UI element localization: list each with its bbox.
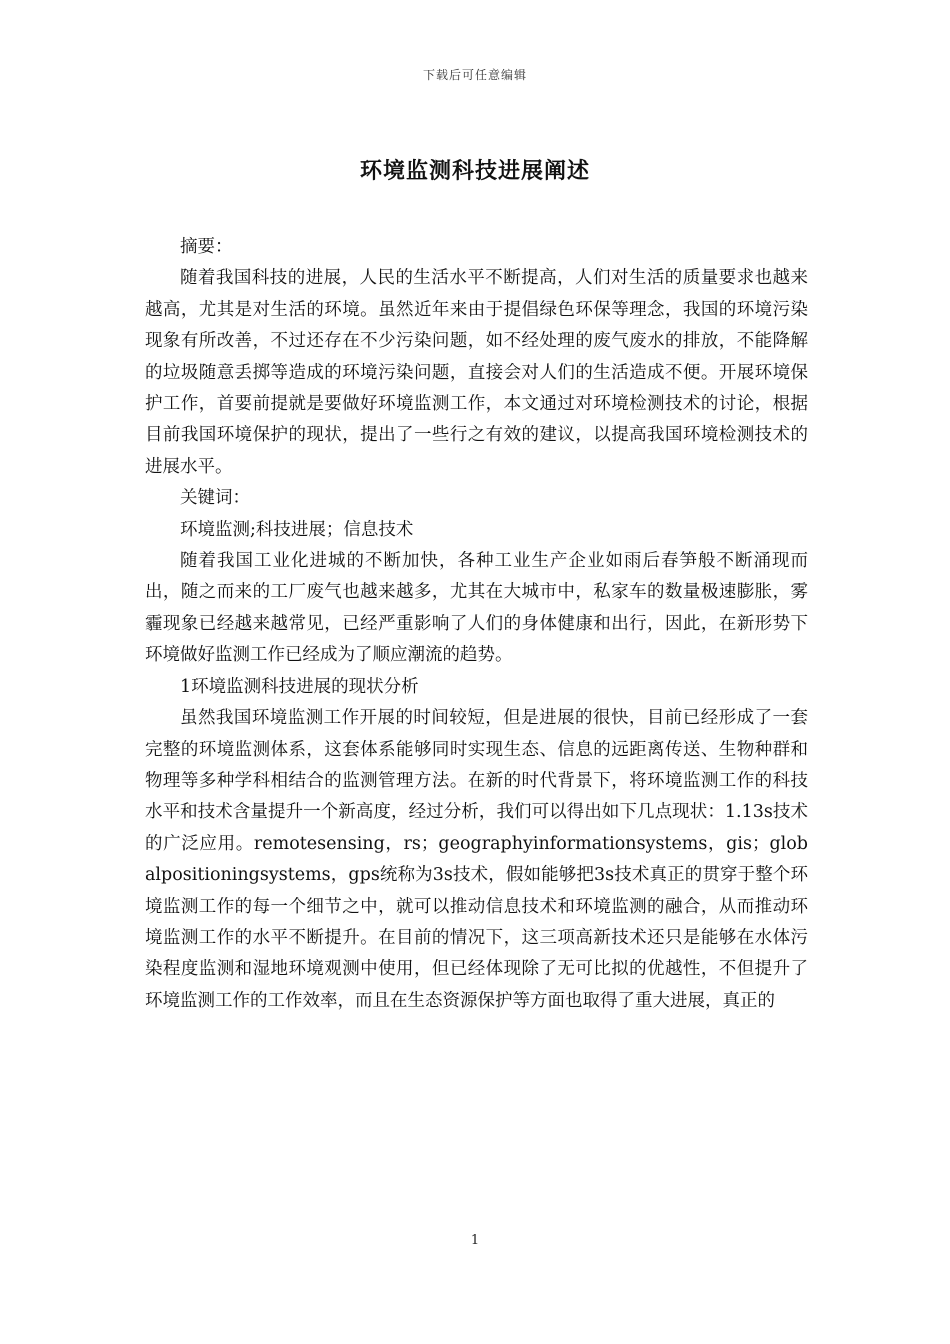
page-number: 1 xyxy=(470,1233,480,1248)
keywords-list: 环境监测;科技进展；信息技术 xyxy=(180,519,414,540)
document-body xyxy=(145,232,808,1017)
abstract-label: 摘要： xyxy=(180,237,233,257)
header-note: 下载后可任意编辑 xyxy=(422,68,527,82)
keywords-label: 关键词： xyxy=(180,488,250,509)
section-paragraph: 虽然我国环境监测工作开展的时间较短，但是进展的很快，目前已经形成了一套完整的环境监测体系，这套体系能够同时实现生态、信息的远距离传送、生物种群和物理等多种学科相结合的监测管理方法。在新的时代背景下，将环境监测工作的科技水平和技术含量提升一个新高度，经过分析，我们可以得出如下几点现状：1.13s技术的广泛应用。remotesensing，rs；geographyinformationsystems，gis；globalpositioningsystems，gps统称为3s技术，假如能够把3s技术真正的贯穿于整个环境监测工作的每一个细节之中，就可以推动信息技术和环境监测的融合，从而推动环境监测工作的水平不断提升。在目前的情况下，这三项高新技术还只是能够在水体污染程度监测和湿地环境观测中使用，但已经体现除了无可比拟的优越性，不但提升了环境监测工作的工作效率，而且在生态资源保护等方面也取得了重大进展，真正的 xyxy=(145,708,808,1011)
intro-paragraph: 随着我国工业化进城的不断加快，各种工业生产企业如雨后春笋般不断涌现而出，随之而来的工厂废气也越来越多，尤其在大城市中，私家车的数量极速膨胀，雾霾现象已经越来越常见，已经严重影响了人们的身体健康和出行，因此，在新形势下环境做好监测工作已经成为了顺应潮流的趋势。 xyxy=(145,551,808,666)
document-title: 环境监测科技进展阐述 xyxy=(359,158,590,184)
section-heading: 1环境监测科技进展的现状分析 xyxy=(180,676,419,697)
abstract-paragraph: 随着我国科技的进展，人民的生活水平不断提高，人们对生活的质量要求也越来越高，尤其是对生活的环境。虽然近年来由于提倡绿色环保等理念，我国的环境污染现象有所改善，不过还存在不少污染问题，如不经处理的废气废水的排放，不能降解的垃圾随意丢掷等造成的环境污染问题，直接会对人们的生活造成不便。开展环境保护工作，首要前提就是要做好环境监测工作，本文通过对环境检测技术的讨论，根据目前我国环境保护的现状，提出了一些行之有效的建议，以提高我国环境检测技术的进展水平。 xyxy=(145,268,808,477)
